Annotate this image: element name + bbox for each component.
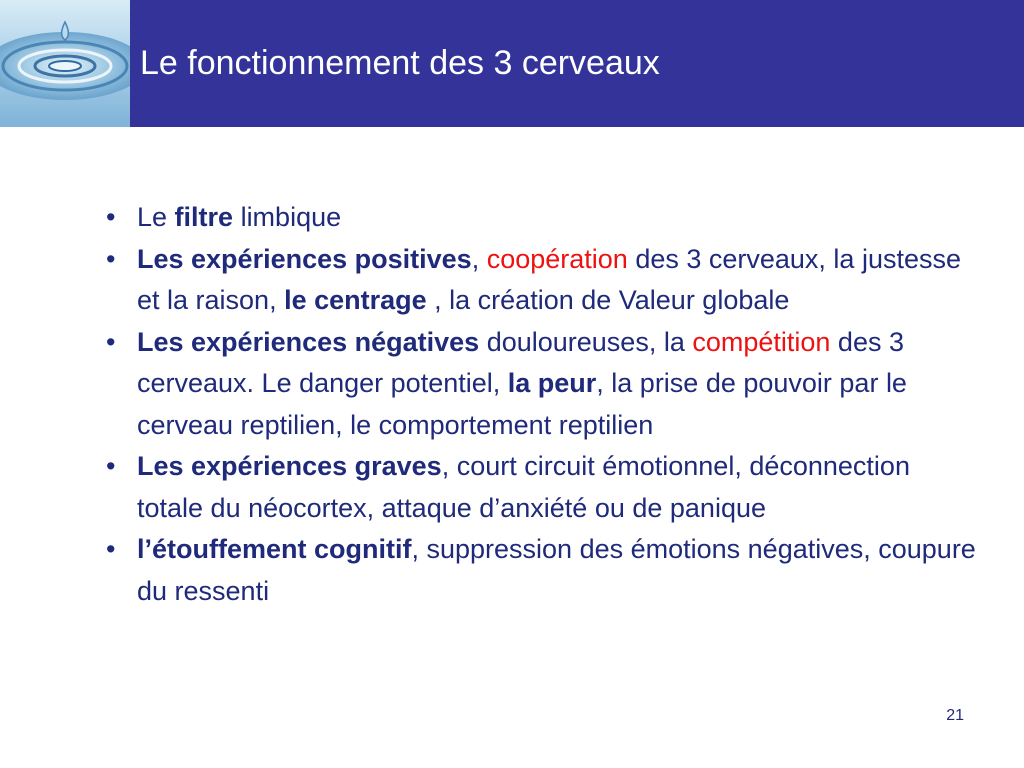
bullet-dot: • [106,243,116,274]
bullet-list [106,197,976,612]
bullet-dot: • [106,326,116,357]
bullet-dot: • [106,451,116,481]
bold-term: la peur [507,368,597,398]
title-bar [0,0,1024,127]
highlight-term: coopération [486,243,628,274]
highlight-term: compétition [692,326,831,357]
bold-term: Les expériences positives [137,243,472,274]
bullet-item: • Les expériences graves, court circuit émotionnel, déconnection totale du néocortex, attaque d’anxiété ou de panique [106,446,976,529]
bullet-item: • Les expériences négatives douloureuses, la compétition des 3 cerveaux. Le danger potentiel, la peur, la prise de pouvoir par le cerveau reptilien, le comportement reptilien [106,322,976,447]
page-number: 21 [946,707,964,724]
bullet-dot: • [106,202,116,232]
bold-term: Les expériences graves [137,451,442,481]
bullet-item: • l’étouffement cognitif, suppression des émotions négatives, coupure du ressenti [106,529,976,612]
slide-title: Le fonctionnement des 3 cerveaux [140,44,660,82]
bullet-dot: • [106,534,116,564]
bold-term: l’étouffement cognitif [137,534,412,564]
bullet-item: • Les expériences positives, coopération des 3 cerveaux, la justesse et la raison, le centrage , la création de Valeur globale [106,239,976,322]
bullet-item: • Le filtre limbique [106,197,976,239]
bold-term: le centrage [284,285,427,315]
water-drop-image [0,0,130,127]
bold-term: filtre [174,202,234,232]
water-drop-ripple-icon [0,0,130,127]
bold-term: Les expériences négatives [137,326,480,357]
